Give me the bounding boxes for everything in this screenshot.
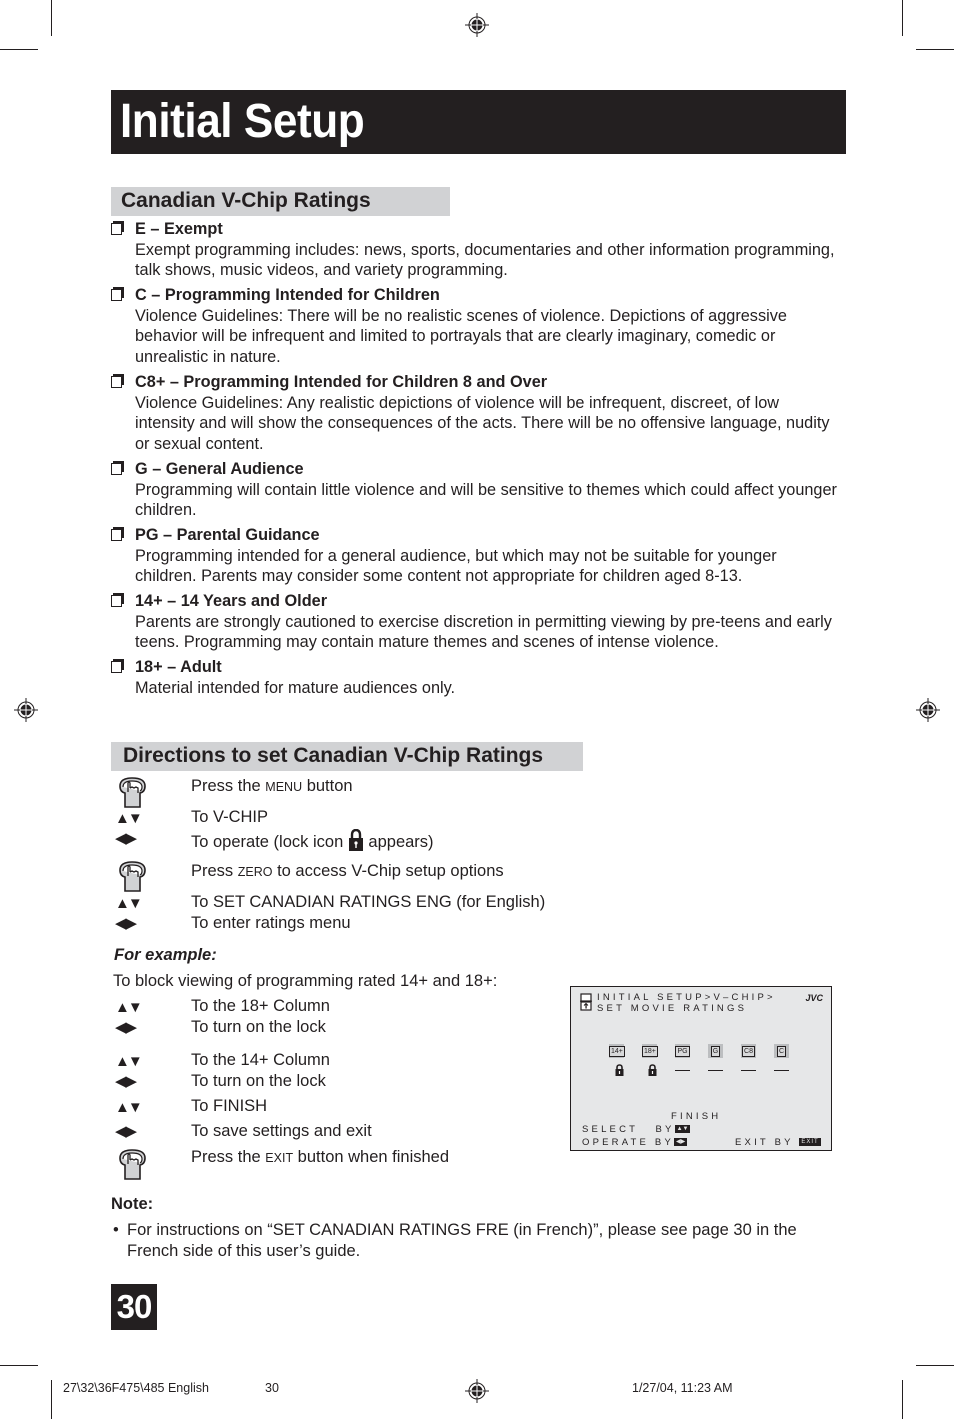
- example-step: To save settings and exit: [191, 1122, 372, 1140]
- step-press-menu: Press the MENU button: [191, 777, 353, 795]
- note-item: [113, 1220, 843, 1261]
- registration-mark-icon: [14, 698, 38, 722]
- checkbox-bullet-icon: [111, 376, 122, 388]
- registration-mark-icon: [916, 698, 940, 722]
- rating-label: 14+ – 14 Years and Older: [135, 592, 328, 610]
- key-name-menu: MENU: [265, 780, 303, 794]
- rating-label: C – Programming Intended for Children: [135, 286, 440, 304]
- example-label: For example:: [114, 946, 217, 964]
- left-right-arrows-icon: ◀▶: [115, 915, 137, 932]
- checkbox-bullet-icon: [111, 223, 122, 235]
- brand-logo: JVC: [805, 993, 823, 1003]
- left-right-arrows-icon: ◀▶: [115, 830, 137, 847]
- note-text: For instructions on “SET CANADIAN RATINGS FRE (in French)”, please see page 30 in the French side of this user’s guide.: [127, 1221, 797, 1260]
- step-enter-ratings: To enter ratings menu: [191, 914, 351, 932]
- rating-label: 18+ – Adult: [135, 658, 222, 676]
- example-step: To the 14+ Column: [191, 1051, 330, 1069]
- tv-rating-box-g: G: [708, 1044, 723, 1058]
- rating-description: Violence Guidelines: There will be no realistic scenes of violence. Depictions of aggressive behavior will be infrequent and limited to portrayals that are clearly imaginary, comedic or unrealistic in nature.: [135, 306, 787, 366]
- example-step: To FINISH: [191, 1097, 268, 1115]
- rating-description: Programming intended for a general audience, but which may not be suitable for younger children. Parents may consider some content not appropriate for children aged 8-13.: [135, 546, 777, 586]
- lock-icon: [645, 1064, 660, 1076]
- key-name-zero: ZERO: [237, 865, 273, 879]
- checkbox-bullet-icon: [111, 289, 122, 301]
- up-down-key-icon: ▲▼: [676, 1126, 689, 1133]
- up-down-arrows-icon: ▲▼: [115, 1053, 141, 1070]
- section-heading-directions: Directions to set Canadian V-Chip Ratings: [111, 742, 583, 771]
- lock-icon: [348, 829, 364, 852]
- example-intro: To block viewing of programming rated 14+ and 18+:: [113, 972, 498, 990]
- page-number: 30: [111, 1284, 157, 1330]
- rating-item-pg: [111, 525, 841, 587]
- tv-operate-hint: OPERATE BY ◀▶: [582, 1137, 686, 1148]
- slug-file: 27\32\36F475\485 English: [63, 1381, 209, 1395]
- rating-item-c: [111, 285, 841, 367]
- vchip-lock-icon: [580, 993, 592, 1011]
- up-down-arrows-icon: ▲▼: [115, 895, 141, 912]
- crop-mark: [0, 1365, 38, 1366]
- key-name-exit: EXIT: [265, 1151, 294, 1165]
- rating-description: Programming will contain little violence and will be sensitive to themes which could affect younger children.: [135, 480, 837, 520]
- checkbox-bullet-icon: [111, 595, 122, 607]
- slug-timestamp: 1/27/04, 11:23 AM: [632, 1381, 733, 1395]
- tv-menu-title: SET MOVIE RATINGS: [597, 1003, 748, 1014]
- step-press-zero: Press ZERO to access V-Chip setup options: [191, 862, 504, 880]
- unlocked-dash: [708, 1070, 723, 1071]
- tv-select-hint: SELECT BY ▲▼: [582, 1124, 689, 1135]
- rating-label: E – Exempt: [135, 220, 223, 238]
- rating-label: PG – Parental Guidance: [135, 526, 320, 544]
- tv-rating-box-pg: PG: [675, 1044, 690, 1058]
- crop-mark: [902, 1380, 903, 1419]
- example-step: To turn on the lock: [191, 1072, 326, 1090]
- hand-press-icon: [116, 1148, 149, 1181]
- bullet: •: [113, 1221, 119, 1239]
- up-down-arrows-icon: ▲▼: [115, 1099, 141, 1116]
- tv-rating-box-c8: C8: [741, 1044, 756, 1058]
- hand-press-icon: [116, 776, 149, 809]
- example-step: To the 18+ Column: [191, 997, 330, 1015]
- tv-exit-hint: EXIT BY EXIT: [735, 1137, 819, 1148]
- tv-rating-box-c: C: [774, 1044, 789, 1058]
- left-right-arrows-icon: ◀▶: [115, 1073, 137, 1090]
- crop-mark: [51, 1380, 52, 1419]
- exit-key-icon: EXIT: [801, 1139, 819, 1146]
- step-set-canadian-eng: To SET CANADIAN RATINGS ENG (for English): [191, 893, 546, 911]
- example-step: To turn on the lock: [191, 1018, 326, 1036]
- rating-description: Material intended for mature audiences only.: [135, 678, 456, 697]
- rating-label: C8+ – Programming Intended for Children 8 and Over: [135, 373, 548, 391]
- tv-menu-screen: [570, 986, 832, 1151]
- left-right-arrows-icon: ◀▶: [115, 1019, 137, 1036]
- slug-page: 30: [265, 1381, 279, 1395]
- registration-mark-icon: [465, 1379, 489, 1403]
- tv-breadcrumb: INITIAL SETUP>V–CHIP>: [597, 992, 776, 1003]
- tv-rating-box-14plus: 14+: [609, 1044, 624, 1058]
- rating-description: Exempt programming includes: news, sports, documentaries and other information programming, talk shows, music videos, and variety programming.: [135, 240, 835, 280]
- hand-press-icon: [116, 860, 149, 893]
- tv-finish-option: FINISH: [671, 1111, 722, 1122]
- rating-item-g: [111, 459, 841, 521]
- checkbox-bullet-icon: [111, 529, 122, 541]
- rating-label: G – General Audience: [135, 460, 304, 478]
- crop-mark: [916, 49, 954, 50]
- crop-mark: [51, 0, 52, 36]
- unlocked-dash: [774, 1070, 789, 1071]
- rating-description: Parents are strongly cautioned to exercise discretion in permitting viewing by pre-teens and early teens. Programming may contain mature themes and scenes of intense violence.: [135, 612, 832, 652]
- crop-mark: [916, 1365, 954, 1366]
- registration-mark-icon: [465, 13, 489, 37]
- left-right-key-icon: ◀▶: [676, 1139, 686, 1146]
- note-heading: Note:: [111, 1195, 154, 1213]
- rating-item-14plus: [111, 591, 841, 653]
- unlocked-dash: [741, 1070, 756, 1071]
- up-down-arrows-icon: ▲▼: [115, 810, 141, 827]
- checkbox-bullet-icon: [111, 463, 122, 475]
- step-operate: To operate (lock icon appears): [191, 829, 434, 852]
- tv-rating-box-18plus: 18+: [642, 1044, 657, 1058]
- section-heading-ratings: Canadian V-Chip Ratings: [111, 187, 450, 216]
- checkbox-bullet-icon: [111, 661, 122, 673]
- crop-mark: [0, 49, 38, 50]
- lock-icon: [612, 1064, 627, 1076]
- left-right-arrows-icon: ◀▶: [115, 1123, 137, 1140]
- rating-item-e: [111, 219, 841, 281]
- crop-mark: [902, 0, 903, 36]
- page-title: Initial Setup: [120, 95, 365, 148]
- rating-item-c8: [111, 372, 841, 454]
- page-title-bar: [111, 90, 846, 154]
- step-to-vchip: To V-CHIP: [191, 808, 269, 826]
- unlocked-dash: [675, 1070, 690, 1071]
- rating-item-18plus: [111, 657, 841, 698]
- up-down-arrows-icon: ▲▼: [115, 999, 141, 1016]
- step-press-exit: Press the EXIT button when finished: [191, 1148, 450, 1166]
- rating-description: Violence Guidelines: Any realistic depictions of violence will be infrequent, discreet, of low intensity and will show the consequences of the acts. There will be no offensive language, nudity or sexual content.: [135, 393, 830, 453]
